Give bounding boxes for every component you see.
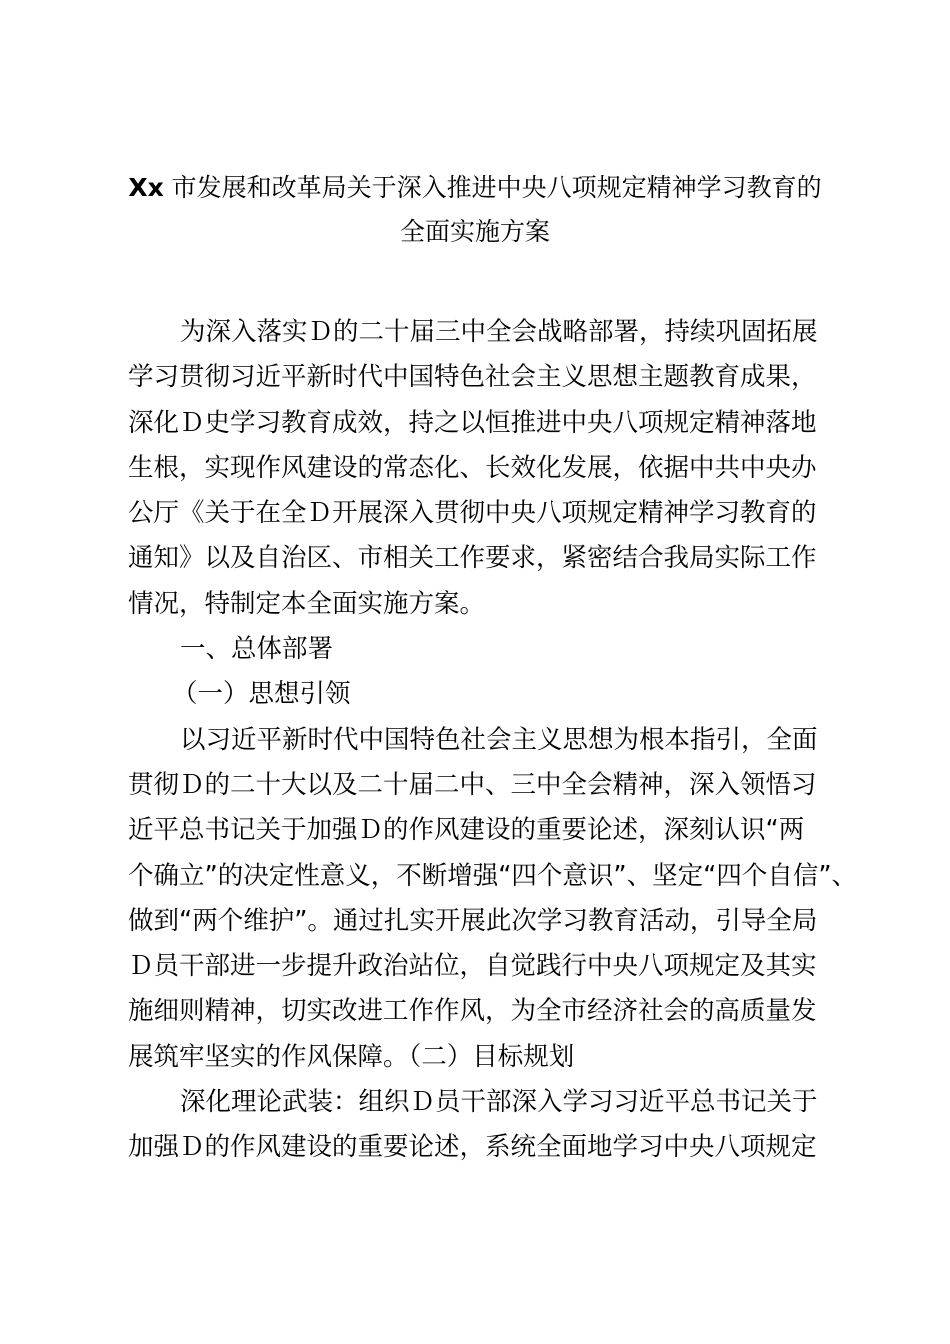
- body-line: 做到“两个维护”。通过扎实开展此次学习教育活动，引导全局: [128, 905, 818, 936]
- body-line: 情况，特制定本全面实施方案。: [128, 588, 486, 619]
- body-line: 近平总书记关于加强Ｄ的作风建设的重要论述，深刻认识“两: [128, 815, 805, 846]
- body-line: 学习贯彻习近平新时代中国特色社会主义思想主题教育成果，: [128, 362, 817, 393]
- body-line: 深化Ｄ史学习教育成效，持之以恒推进中央八项规定精神落地: [128, 407, 817, 438]
- body-line: （一）思想引领: [172, 679, 351, 710]
- body-line: Ｄ员干部进一步提升政治站位，自觉践行中央八项规定及其实: [128, 951, 817, 982]
- body-line: 一、总体部署: [180, 634, 334, 665]
- title-prefix: Xx: [128, 173, 164, 202]
- body-line: 深化理论武装：组织Ｄ员干部深入学习习近平总书记关于: [180, 1087, 818, 1118]
- document-title-line-2: 全面实施方案: [399, 217, 550, 246]
- body-line: 施细则精神，切实改进工作作风，为全市经济社会的高质量发: [128, 996, 817, 1027]
- body-line: 生根，实现作风建设的常态化、长效化发展，依据中共中央办: [128, 452, 817, 483]
- body-line: 展筑牢坚实的作风保障。（二）目标规划: [128, 1041, 575, 1072]
- body-line: 公厅《关于在全Ｄ开展深入贯彻中央八项规定精神学习教育的: [128, 498, 817, 529]
- body-line: 贯彻Ｄ的二十大以及二十届二中、三中全会精神，深入领悟习: [128, 769, 817, 800]
- document-title-line-1: [0, 168, 950, 204]
- body-line: 个确立”的决定性意义，不断增强“四个意识”、坚定“四个自信”、: [128, 860, 858, 891]
- title-text: 市发展和改革局关于深入推进中央八项规定精神学习教育的: [171, 173, 822, 202]
- body-line: 以习近平新时代中国特色社会主义思想为根本指引，全面: [180, 724, 818, 755]
- body-line: 通知》以及自治区、市相关工作要求，紧密结合我局实际工作: [128, 543, 817, 574]
- body-line: 加强Ｄ的作风建设的重要论述，系统全面地学习中央八项规定: [128, 1132, 817, 1163]
- body-line: 为深入落实Ｄ的二十届三中全会战略部署，持续巩固拓展: [180, 317, 818, 347]
- document-body: [128, 310, 858, 1171]
